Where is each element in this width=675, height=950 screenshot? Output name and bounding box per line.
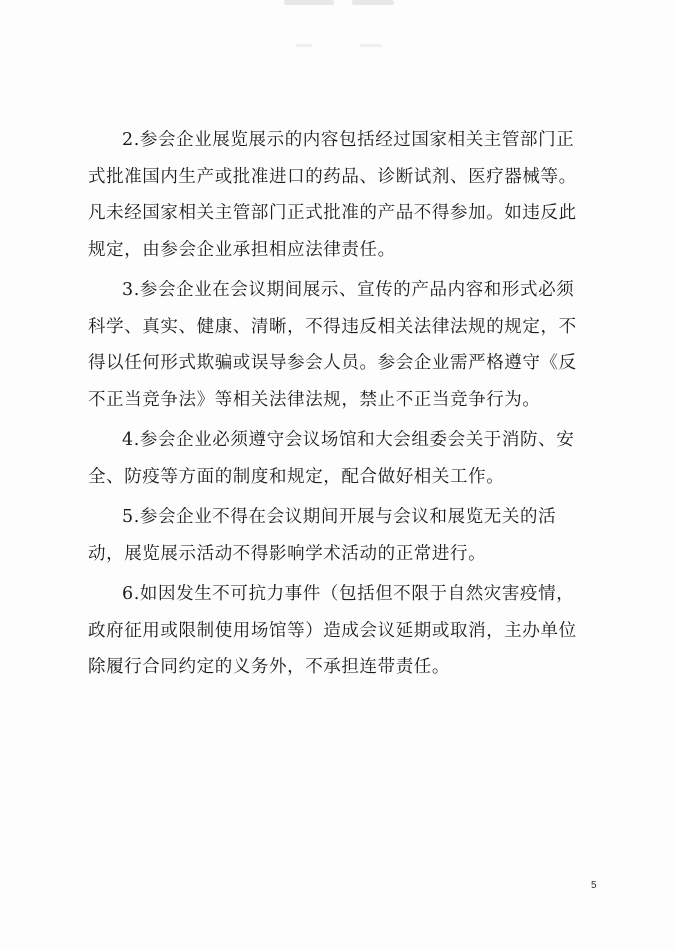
clause-6 (88, 576, 588, 686)
scan-artifact (360, 44, 382, 47)
text-line: 除履行合同约定的义务外，不承担连带责任。 (88, 657, 450, 677)
page-number: 5 (591, 880, 597, 891)
scan-artifact (352, 0, 394, 5)
text-line: 4.参会企业必须遵守会议场馆和大会组委会关于消防、安 (122, 430, 575, 450)
text-line: 规定，由参会企业承担相应法律责任。 (88, 239, 396, 260)
scan-artifact (284, 0, 334, 5)
text-line: 式批准国内生产或批准进口的药品、诊断试剂、医疗器械等。 (88, 166, 577, 187)
text-line: 5.参会企业不得在会议期间开展与会议和展览无关的活 (122, 507, 557, 527)
document-body (88, 122, 588, 690)
clause-2 (88, 122, 588, 268)
scan-artifact (296, 44, 312, 47)
text-line: 得以任何形式欺骗或误导参会人员。参会企业需严格遵守《反 (88, 353, 577, 373)
text-line: 凡未经国家相关主管部门正式批准的产品不得参加。如违反此 (88, 203, 577, 223)
text-line: 政府征用或限制使用场馆等）造成会议延期或取消，主办单位 (88, 620, 577, 641)
text-line: 全、防疫等方面的制度和规定，配合做好相关工作。 (88, 466, 505, 487)
text-line: 科学、真实、健康、清晰，不得违反相关法律法规的规定，不 (88, 316, 577, 337)
clause-4 (88, 422, 588, 495)
clause-5 (88, 499, 588, 572)
text-line: 动，展览展示活动不得影响学术活动的正常进行。 (88, 543, 487, 564)
text-line: 3.参会企业在会议期间展示、宣传的产品内容和形式必须 (122, 280, 575, 300)
text-line: 6.如因发生不可抗力事件（包括但不限于自然灾害疫情， (122, 584, 575, 604)
text-line: 不正当竞争法》等相关法律法规，禁止不正当竞争行为。 (88, 389, 541, 410)
text-line: 2.参会企业展览展示的内容包括经过国家相关主管部门正 (122, 130, 575, 150)
clause-3 (88, 272, 588, 418)
